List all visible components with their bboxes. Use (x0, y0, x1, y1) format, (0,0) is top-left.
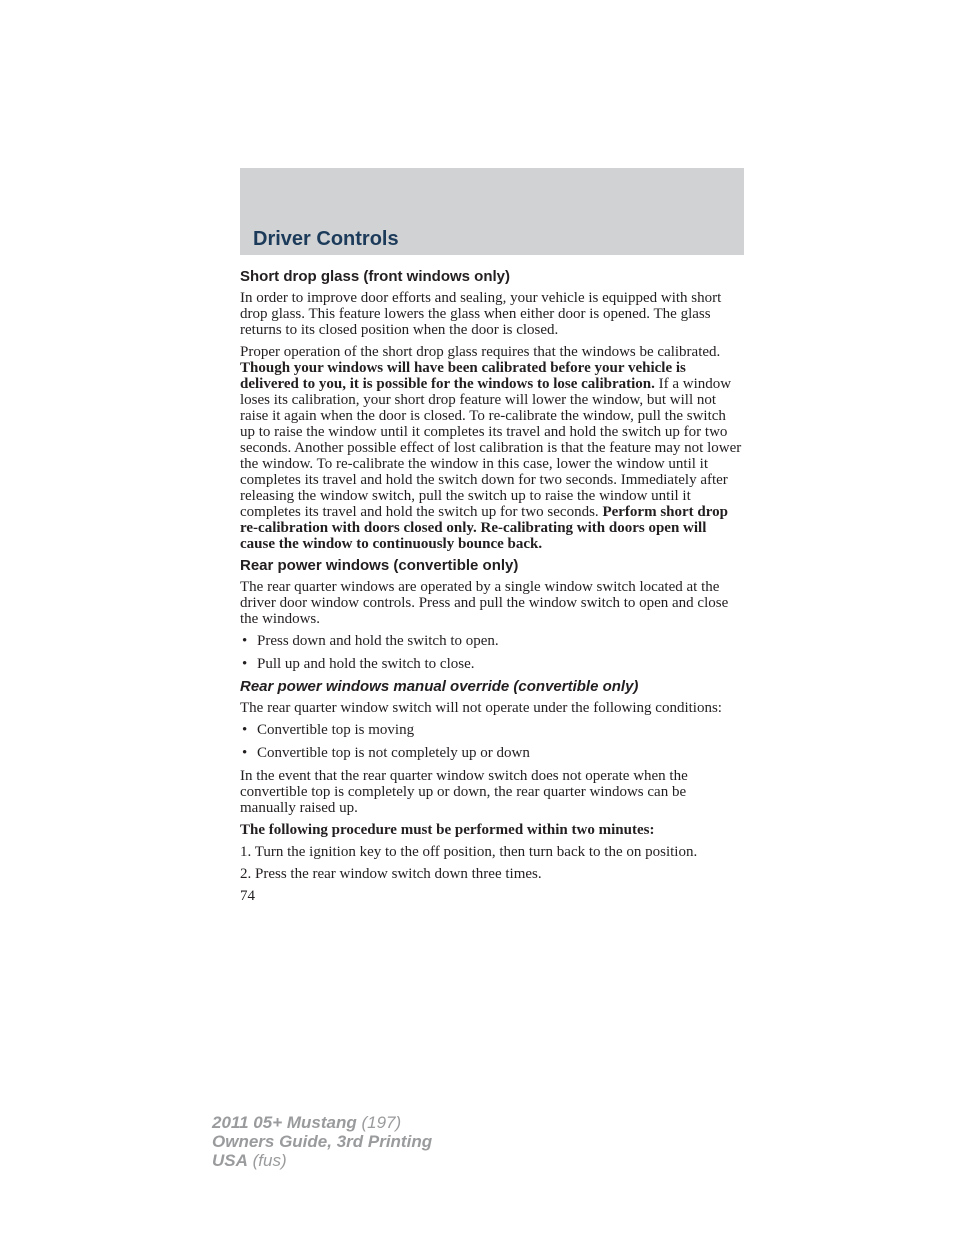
bullet-list-rear-power (240, 633, 744, 672)
bold-text-run: The following procedure must be performed within two minutes: (240, 822, 655, 838)
procedure-step-2: 2. Press the rear window switch down three times. (240, 866, 542, 882)
footer-guide-printing: Owners Guide, 3rd Printing (212, 1132, 433, 1151)
paragraph-procedure-warning (240, 822, 744, 838)
heading-rear-power-windows: Rear power windows (convertible only) (240, 557, 519, 574)
document-footer (212, 1113, 432, 1170)
text-run: Proper operation of the short drop glass requires that the windows be calibrated. (240, 344, 721, 360)
section-header-band (240, 168, 744, 255)
heading-manual-override: Rear power windows manual override (convertible only) (240, 678, 639, 695)
section-title: Driver Controls (253, 228, 399, 250)
footer-line-printing (212, 1132, 432, 1151)
list-item: • Convertible top is moving (240, 722, 744, 738)
bold-text-run: Though your windows will have been calibrated before your vehicle is delivered to you, it is possible for the windows to lose calibration. (240, 360, 686, 392)
procedure-step-1: 1. Turn the ignition key to the off position, then turn back to the on position. (240, 844, 698, 860)
heading-short-drop-glass: Short drop glass (front windows only) (240, 268, 510, 285)
list-item: • Press down and hold the switch to open. (240, 633, 744, 649)
paragraph-short-drop-intro: In order to improve door efforts and sealing, your vehicle is equipped with short drop glass. This feature lowers the glass when either door is opened. The glass returns to its closed position when the door is closed. (240, 290, 722, 338)
paragraph-override-conditions: The rear quarter window switch will not operate under the following conditions: (240, 700, 722, 716)
list-item: • Pull up and hold the switch to close. (240, 656, 744, 672)
text-run: If a window loses its calibration, your short drop feature will lower the window, but will not raise it again when the door is closed. To re-calibrate the window, pull the switch up to raise the window until it completes its travel and hold the switch up for two seconds. Another possible effect of lost calibration is that the feature may not lower the window. To re-calibrate the window in this case, lower the window until it completes its travel and hold the switch down for two seconds. Immediately after releasing the window switch, pull the switch up to raise the window until it completes its travel and hold the switch up for two seconds. (240, 376, 742, 520)
page-number: 74 (240, 888, 255, 904)
footer-model-code: (197) (356, 1113, 402, 1132)
bold-text-run: Perform short drop re-calibration with doors closed only. Re-calibrating with doors open will cause the window to continuously bounce back. (240, 504, 728, 552)
list-item: • Convertible top is not completely up or down (240, 745, 744, 761)
page-content (240, 266, 744, 904)
paragraph-short-drop-calibration (240, 344, 744, 552)
bullet-list-override (240, 722, 744, 761)
paragraph-override-event: In the event that the rear quarter window switch does not operate when the convertible top is completely up or down, the rear quarter windows can be manually raised up. (240, 768, 688, 816)
footer-line-market (212, 1151, 432, 1170)
paragraph-rear-power-intro: The rear quarter windows are operated by a single window switch located at the driver door window controls. Press and pull the window switch to open and close the windows. (240, 579, 729, 627)
footer-market-code: (fus) (247, 1151, 287, 1170)
footer-line-model (212, 1113, 432, 1132)
footer-market: USA (212, 1151, 248, 1170)
footer-model-name: 2011 05+ Mustang (212, 1113, 357, 1132)
